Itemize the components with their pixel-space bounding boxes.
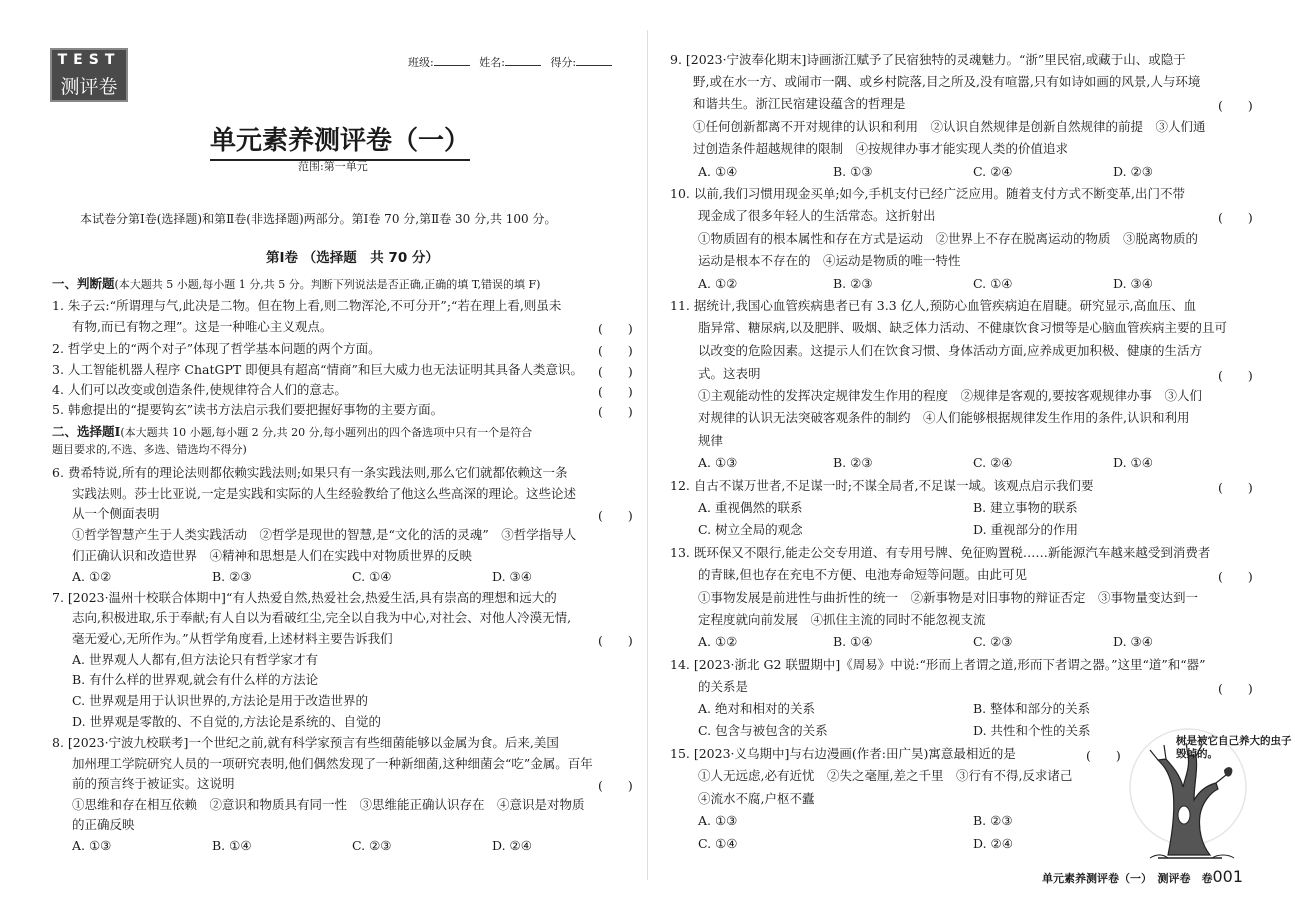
q12-option-c[interactable]: C. 树立全局的观念 [698, 522, 803, 537]
q13-option-b[interactable]: B. ①④ [833, 634, 873, 649]
q13-line2: 的青睐,但也存在充电不方便、电池寿命短等问题。由此可见 [698, 567, 1027, 582]
q7-option-a[interactable]: A. 世界观人人都有,但方法论只有哲学家才有 [72, 652, 318, 667]
page-title: 单元素养测评卷（一） [210, 120, 470, 161]
q2: 2. 哲学史上的“两个对子”体现了哲学基本问题的两个方面。 [52, 341, 381, 356]
q14-line1: 14. [2023·浙北 G2 联盟期中]《周易》中说:“形而上者谓之道,形而下者谓之器。”这里“道”和“器” [670, 657, 1206, 672]
answer-paren[interactable]: ( ) [598, 508, 633, 523]
q11-line6: 对规律的认识无法突破客观条件的制约 ④人们能够根据规律发生作用的条件,认识和利用 [698, 410, 1190, 425]
student-info [408, 54, 618, 70]
q15-option-d[interactable]: D. ②④ [973, 836, 1013, 851]
q9-option-d[interactable]: D. ②③ [1113, 164, 1153, 179]
q11-option-b[interactable]: B. ②③ [833, 455, 873, 470]
q10-line3: ①物质固有的根本属性和存在方式是运动 ②世界上不存在脱离运动的物质 ③脱离物质的 [698, 231, 1199, 246]
q8-option-a[interactable]: A. ①③ [72, 838, 112, 853]
q10-line2: 现金成了很多年轻人的生活常态。这折射出 [698, 208, 936, 223]
tree-cartoon [1128, 715, 1292, 865]
q14-line2: 的关系是 [698, 679, 749, 694]
q8-line2: 加州理工学院研究人员的一项研究表明,他们偶然发现了一种新细菌,这种细菌会“吃”金属。百年 [72, 756, 593, 771]
q15-option-b[interactable]: B. ②③ [973, 813, 1013, 828]
q10-option-b[interactable]: B. ②③ [833, 276, 873, 291]
q14-option-b[interactable]: B. 整体和部分的关系 [973, 701, 1091, 716]
answer-paren[interactable]: ( ) [1218, 569, 1253, 584]
q13-line3: ①事物发展是前进性与曲折性的统一 ②新事物是对旧事物的辩证否定 ③事物量变达到一 [698, 590, 1199, 605]
q11-option-c[interactable]: C. ②④ [973, 455, 1013, 470]
q7-option-c[interactable]: C. 世界观是用于认识世界的,方法论是用于改造世界的 [72, 693, 369, 708]
q8-option-d[interactable]: D. ②④ [492, 838, 532, 853]
answer-paren[interactable]: ( ) [598, 384, 633, 399]
exam-intro: 本试卷分第Ⅰ卷(选择题)和第Ⅱ卷(非选择题)两部分。第Ⅰ卷 70 分,第Ⅱ卷 30 分,共 100 分。 [80, 212, 557, 226]
q15-option-a[interactable]: A. ①③ [698, 813, 738, 828]
q9-line4: ①任何创新都离不开对规律的认识和利用 ②认识自然规律是创新自然规律的前提 ③人们通 [693, 119, 1206, 134]
q6-option-b[interactable]: B. ②③ [212, 569, 252, 584]
part1-header: 一、判断题(本大题共 5 小题,每小题 1 分,共 5 分。判断下列说法是否正确,正确的填 T,错误的填 F) [52, 276, 541, 291]
answer-paren[interactable]: ( ) [1218, 210, 1253, 225]
q10-option-c[interactable]: C. ①④ [973, 276, 1013, 291]
footer-text: 单元素养测评卷（一） 测评卷 卷 [1041, 872, 1213, 885]
logo-bottom-text: 测评卷 [60, 76, 118, 98]
q15-option-c[interactable]: C. ①④ [698, 836, 738, 851]
right-page [648, 0, 1295, 908]
answer-paren[interactable]: ( ) [598, 778, 633, 793]
q11-line7: 规律 [698, 433, 724, 448]
page-number: 001 [1212, 867, 1243, 886]
q13-option-d[interactable]: D. ③④ [1113, 634, 1153, 649]
q10-line1: 10. 以前,我们习惯用现金买单;如今,手机支付已经广泛应用。随着支付方式不断变革,出门不带 [670, 186, 1185, 201]
q10-option-d[interactable]: D. ③④ [1113, 276, 1153, 291]
q12-option-d[interactable]: D. 重视部分的作用 [973, 522, 1079, 537]
q10-line4: 运动是根本不存在的 ④运动是物质的唯一特性 [698, 253, 961, 268]
q8-option-b[interactable]: B. ①④ [212, 838, 252, 853]
q8-line4: ①思维和存在相互依赖 ②意识和物质具有同一性 ③思维能正确认识存在 ④意识是对物质 [72, 797, 585, 812]
q9-line3: 和谐共生。浙江民宿建设蕴含的哲理是 [693, 96, 906, 111]
q11-line4: 式。这表明 [698, 366, 761, 381]
page-footer [1042, 867, 1243, 886]
q1-line1: 1. 朱子云:“所谓理与气,此决是二物。但在物上看,则二物浑沦,不可分开”;“若在理上看,则虽未 [52, 298, 562, 313]
q11-line3: 以改变的危险因素。这提示人们在饮食习惯、身体活动方面,应养成更加积极、健康的生活方 [698, 343, 1202, 358]
q4: 4. 人们可以改变或创造条件,使规律符合人们的意志。 [52, 382, 347, 397]
class-label: 班级: [408, 56, 434, 69]
test-logo [50, 48, 128, 102]
q12-option-b[interactable]: B. 建立事物的联系 [973, 500, 1078, 515]
answer-paren[interactable]: ( ) [1086, 748, 1121, 763]
q15-line2: ①人无远虑,必有近忧 ②失之毫厘,差之千里 ③行有不得,反求诸己 [698, 768, 1073, 783]
q15-line3: ④流水不腐,户枢不蠹 [698, 791, 815, 806]
answer-paren[interactable]: ( ) [598, 633, 633, 648]
class-blank[interactable] [434, 56, 470, 66]
q10-option-a[interactable]: A. ①② [698, 276, 738, 291]
q6-option-a[interactable]: A. ①② [72, 569, 112, 584]
part2-header: 二、选择题Ⅰ(本大题共 10 小题,每小题 2 分,共 20 分,每小题列出的四个备选项中只有一个是符合 [52, 424, 533, 439]
q9-line2: 野,或在水一方、或闹市一隅、或乡村院落,目之所及,没有喧嚣,只有如诗如画的风景,人与环境 [693, 74, 1201, 89]
score-label: 得分: [550, 56, 577, 69]
q14-option-a[interactable]: A. 绝对和相对的关系 [698, 701, 815, 716]
q9-line1: 9. [2023·宁波奉化期末]诗画浙江赋予了民宿独特的灵魂魅力。“浙”里民宿,或藏于山、或隐于 [670, 52, 1186, 67]
q11-option-d[interactable]: D. ①④ [1113, 455, 1153, 470]
q7-line1: 7. [2023·温州十校联合体期中]“有人热爱自然,热爱社会,热爱生活,具有崇高的理想和远大的 [52, 590, 557, 605]
q6-line2: 实践法则。莎士比亚说,一定是实践和实际的人生经验教给了他这么些高深的理论。这些论述 [72, 486, 576, 501]
q11-option-a[interactable]: A. ①③ [698, 455, 738, 470]
q9-option-a[interactable]: A. ①④ [698, 164, 738, 179]
q7-option-b[interactable]: B. 有什么样的世界观,就会有什么样的方法论 [72, 672, 319, 687]
answer-paren[interactable]: ( ) [1218, 681, 1253, 696]
score-blank[interactable] [576, 56, 612, 66]
q7-line2: 志向,积极进取,乐于奉献;有人自以为看破红尘,完全以自我为中心,对社会、对他人冷漠无情, [72, 610, 572, 625]
q11-line2: 脂异常、糖尿病,以及肥胖、吸烟、缺乏体力活动、不健康饮食习惯等是心脑血管疾病主要的且可 [698, 320, 1227, 335]
q13-line4: 定程度就向前发展 ④抓住主流的同时不能忽视支流 [698, 612, 986, 627]
q7-line3: 毫无爱心,无所作为。”从哲学角度看,上述材料主要告诉我们 [72, 631, 393, 646]
q11-line5: ①主观能动性的发挥决定规律发生作用的程度 ②规律是客观的,要按客观规律办事 ③人们 [698, 388, 1202, 403]
q6-line1: 6. 费希特说,所有的理论法则都依赖实践法则;如果只有一条实践法则,那么它们就都依赖这一条 [52, 465, 568, 480]
q6-line4: ①哲学智慧产生于人类实践活动 ②哲学是现世的智慧,是“文化的活的灵魂” ③哲学指导人 [72, 527, 577, 542]
answer-paren[interactable]: ( ) [598, 321, 633, 336]
q9-option-b[interactable]: B. ①③ [833, 164, 873, 179]
answer-paren[interactable]: ( ) [598, 343, 633, 358]
cartoon-caption-1: 树是被它自己养大的虫子 [1176, 735, 1292, 747]
q3: 3. 人工智能机器人程序 ChatGPT 即便具有超高“情商”和巨大威力也无法证明其具备人类意识。 [52, 362, 583, 377]
q13-line1: 13. 既环保又不限行,能走公交专用道、有专用号牌、免征购置税……新能源汽车越来越受到消费者 [670, 545, 1211, 560]
q11-line1: 11. 据统计,我国心血管疾病患者已有 3.3 亿人,预防心血管疾病迫在眉睫。研究显示,高血压、血 [670, 298, 1197, 313]
left-page [0, 0, 647, 908]
q14-option-c[interactable]: C. 包含与被包含的关系 [698, 723, 828, 738]
q7-option-d[interactable]: D. 世界观是零散的、不自觉的,方法论是系统的、自觉的 [72, 714, 381, 729]
logo-top-text: TEST [57, 52, 121, 68]
cartoon-caption-2: 毁掉的。 [1176, 748, 1218, 760]
name-blank[interactable] [505, 56, 541, 66]
q1-line2: 有物,而已有物之理”。这是一种唯心主义观点。 [72, 319, 333, 334]
q12-option-a[interactable]: A. 重视偶然的联系 [698, 500, 803, 515]
q8-line5: 的正确反映 [72, 817, 135, 832]
q6-line3: 从一个侧面表明 [72, 506, 160, 521]
q9-line5: 过创造条件超越规律的限制 ④按规律办事才能实现人类的价值追求 [693, 141, 1069, 156]
q8-line1: 8. [2023·宁波九校联考]一个世纪之前,就有科学家预言有些细菌能够以金属为食。后来,美国 [52, 735, 559, 750]
section-title: 第Ⅰ卷 （选择题 共 70 分） [266, 250, 439, 266]
q9-option-c[interactable]: C. ②④ [973, 164, 1013, 179]
q8-option-c[interactable]: C. ②③ [352, 838, 392, 853]
q5: 5. 韩愈提出的“提要钩玄”读书方法启示我们要把握好事物的主要方面。 [52, 402, 444, 417]
q12: 12. 自古不谋万世者,不足谋一时;不谋全局者,不足谋一域。该观点启示我们要 [670, 478, 1094, 493]
name-label: 姓名: [479, 56, 505, 69]
q8-line3: 前的预言终于被证实。这说明 [72, 776, 235, 791]
q13-option-c[interactable]: C. ②③ [973, 634, 1013, 649]
answer-paren[interactable]: ( ) [1218, 98, 1253, 113]
q6-option-d[interactable]: D. ③④ [492, 569, 532, 584]
exam-range: 范围:第一单元 [298, 160, 368, 173]
answer-paren[interactable]: ( ) [1218, 368, 1253, 383]
q6-line5: 们正确认识和改造世界 ④精神和思想是人们在实践中对物质世界的反映 [72, 548, 473, 563]
answer-paren[interactable]: ( ) [598, 364, 633, 379]
q15-line1: 15. [2023·义乌期中]与右边漫画(作者:田广昊)寓意最相近的是 [670, 746, 1016, 761]
q13-option-a[interactable]: A. ①② [698, 634, 738, 649]
answer-paren[interactable]: ( ) [598, 404, 633, 419]
answer-paren[interactable]: ( ) [1218, 480, 1253, 495]
part2-desc-2: 题目要求的,不选、多选、错选均不得分) [52, 443, 247, 456]
q6-option-c[interactable]: C. ①④ [352, 569, 392, 584]
q14-option-d[interactable]: D. 共性和个性的关系 [973, 723, 1091, 738]
